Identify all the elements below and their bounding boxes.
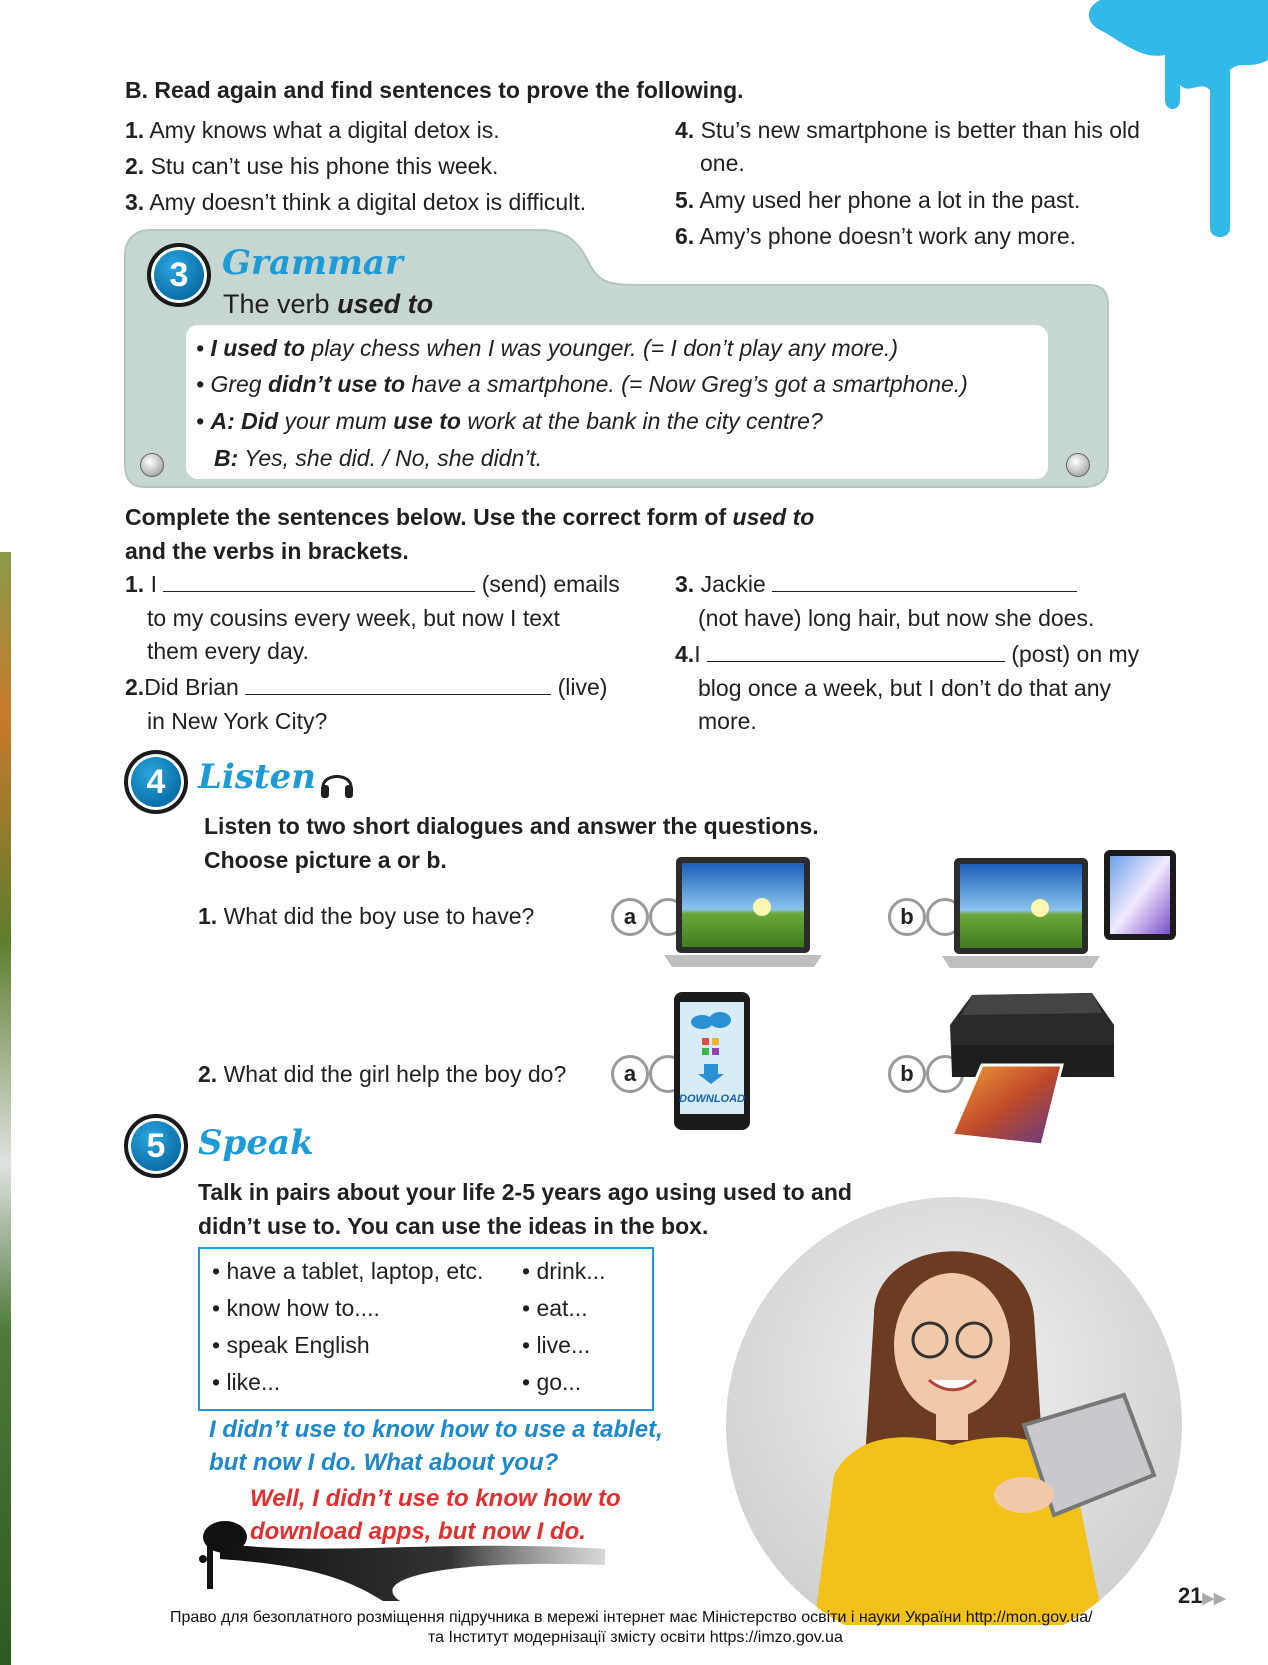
- instruction-text: Complete the sentences below. Use the correct form of: [125, 504, 733, 530]
- item-text: I: [694, 641, 701, 667]
- phone-download-image: [672, 990, 752, 1132]
- example-bold: A: Did: [210, 408, 279, 434]
- idea-item: • speak English: [212, 1332, 370, 1358]
- example-text: play chess when I was younger. (= I don’t play any more.): [305, 335, 898, 361]
- example-bold: I used to: [210, 335, 306, 361]
- listen-title: Listen: [198, 757, 317, 797]
- task-b-item-1: [125, 113, 500, 147]
- page-number-text: 21: [1178, 1583, 1203, 1608]
- section-number-4: 4: [124, 750, 188, 814]
- option-b-label: b: [888, 1055, 926, 1093]
- item-number: 3.: [125, 189, 145, 215]
- woman-with-tablet-photo: [724, 1195, 1184, 1625]
- listen-instructions-2: Choose picture a or b.: [204, 847, 447, 873]
- headphones-icon: [318, 763, 356, 801]
- speak-instructions-2: didn’t use to. You can use the ideas in the box.: [198, 1213, 709, 1239]
- answer-blank[interactable]: [707, 639, 1005, 662]
- item-number: 1.: [198, 903, 218, 929]
- footer-line-2: та Інститут модернізації змісту освіти https://imzo.gov.ua: [428, 1629, 843, 1646]
- screw-icon: [140, 453, 164, 477]
- bullet: •: [196, 371, 211, 397]
- example-text: work at the bank in the city centre?: [460, 408, 823, 434]
- speak-instructions-1: Talk in pairs about your life 2-5 years ago using used to and: [198, 1179, 852, 1205]
- paint-swoosh-decoration: [195, 1515, 615, 1605]
- item-number: 2.: [125, 674, 145, 700]
- complete-instructions-line2: and the verbs in brackets.: [125, 538, 409, 564]
- complete-item-3-line2: (not have) long hair, but now she does.: [698, 605, 1095, 631]
- item-number: 4.: [675, 641, 695, 667]
- complete-item-1: [125, 567, 620, 601]
- item-number: 2.: [125, 153, 145, 179]
- task-b-heading: B. Read again and find sentences to prove the following.: [125, 77, 744, 103]
- section-number-5: 5: [124, 1114, 188, 1178]
- laptop-image: [662, 855, 824, 970]
- option-a-label: a: [611, 1055, 649, 1093]
- option-b-label: b: [888, 898, 926, 936]
- complete-item-2: [125, 670, 607, 704]
- listen-question-2: [198, 1057, 566, 1091]
- speak-title: Speak: [198, 1123, 314, 1163]
- answer-blank[interactable]: [772, 569, 1077, 592]
- item-text: Amy used her phone a lot in the past.: [699, 187, 1081, 213]
- speech-red-line2: download apps, but now I do.: [250, 1518, 586, 1545]
- question-text: What did the boy use to have?: [223, 903, 535, 929]
- complete-item-4-line2: blog once a week, but I don’t do that any: [698, 675, 1112, 701]
- complete-item-4: [675, 637, 1139, 671]
- item-text: Stu can’t use his phone this week.: [150, 153, 499, 179]
- ideas-box: [198, 1247, 654, 1411]
- item-verb: (live): [557, 674, 608, 700]
- question-text: What did the girl help the boy do?: [223, 1061, 567, 1087]
- idea-item: • drink...: [522, 1258, 606, 1284]
- idea-item: • like...: [212, 1369, 281, 1395]
- example-text: your mum: [278, 408, 394, 434]
- item-text: Did Brian: [144, 674, 239, 700]
- item-text: I: [150, 571, 157, 597]
- next-page-icon: ▶▶: [1202, 1590, 1226, 1607]
- answer-blank[interactable]: [163, 569, 475, 592]
- item-number: 1.: [125, 571, 145, 597]
- subtitle-italic: used to: [337, 289, 434, 319]
- example-text: Greg: [210, 371, 268, 397]
- item-text: Jackie: [700, 571, 766, 597]
- item-text: Amy knows what a digital detox is.: [149, 117, 500, 143]
- grammar-title: Grammar: [222, 243, 403, 283]
- item-text: Stu’s new smartphone is better than his old: [700, 117, 1140, 143]
- item-number: 2.: [198, 1061, 218, 1087]
- item-verb: (post) on my: [1011, 641, 1140, 667]
- complete-item-1-line2: to my cousins every week, but now I text: [147, 605, 560, 631]
- grammar-example-1: [196, 331, 898, 365]
- option-a-label: a: [611, 898, 649, 936]
- task-b-item-3: [125, 185, 586, 219]
- idea-item: • know how to....: [212, 1295, 380, 1321]
- complete-item-2-line2: in New York City?: [147, 708, 328, 734]
- subtitle-plain: The verb: [223, 289, 338, 319]
- task-b-item-4: [675, 113, 1140, 147]
- speech-blue-line2: but now I do. What about you?: [209, 1449, 559, 1476]
- complete-instructions-line1: [125, 500, 814, 534]
- task-b-item-2: [125, 149, 498, 183]
- laptop-and-tablet-image: [942, 850, 1178, 972]
- section-number-3: 3: [147, 243, 211, 307]
- grammar-example-4: [214, 441, 542, 475]
- example-bold: use to: [393, 408, 461, 434]
- complete-item-4-line3: more.: [698, 708, 757, 734]
- item-number: 4.: [675, 117, 695, 143]
- idea-item: • go...: [522, 1369, 582, 1395]
- grammar-subtitle: [223, 287, 433, 321]
- item-number: 5.: [675, 187, 695, 213]
- bullet: •: [196, 335, 211, 361]
- instruction-italic: used to: [732, 504, 815, 530]
- example-text: have a smartphone. (= Now Greg’s got a smartphone.): [405, 371, 968, 397]
- example-text: Yes, she did. / No, she didn’t.: [238, 445, 543, 471]
- item-number: 6.: [675, 223, 695, 249]
- bullet: •: [196, 408, 211, 434]
- item-number: 1.: [125, 117, 145, 143]
- page-number: [1178, 1582, 1226, 1613]
- item-text: Amy doesn’t think a digital detox is difficult.: [149, 189, 587, 215]
- printer-image: [942, 985, 1118, 1155]
- listen-instructions-1: Listen to two short dialogues and answer the questions.: [204, 813, 819, 839]
- complete-item-1-line3: them every day.: [147, 638, 309, 664]
- grammar-example-2: [196, 367, 968, 401]
- example-bold: B:: [214, 445, 239, 471]
- grammar-example-3: [196, 404, 823, 438]
- screw-icon: [1066, 453, 1090, 477]
- item-text: Amy’s phone doesn’t work any more.: [699, 223, 1077, 249]
- idea-item: • live...: [522, 1332, 591, 1358]
- speech-red-line1: Well, I didn’t use to know how to: [250, 1485, 621, 1512]
- example-bold: didn’t use to: [267, 371, 406, 397]
- task-b-item-4-cont: one.: [700, 150, 745, 176]
- idea-item: • have a tablet, laptop, etc.: [212, 1258, 484, 1284]
- footer-line-1: Право для безоплатного розміщення підручника в мережі інтернет має Міністерство освіти і науки України http://mon.gov.ua/: [170, 1609, 1093, 1626]
- item-verb: (send) emails: [481, 571, 620, 597]
- listen-question-1: [198, 899, 534, 933]
- speech-blue-line1: I didn’t use to know how to use a tablet,: [209, 1416, 663, 1443]
- item-number: 3.: [675, 571, 695, 597]
- answer-blank[interactable]: [245, 672, 551, 695]
- download-label: DOWNLOAD: [679, 1093, 745, 1105]
- left-photo-strip: [0, 552, 11, 1665]
- task-b-item-5: [675, 183, 1080, 217]
- idea-item: • eat...: [522, 1295, 588, 1321]
- complete-item-3: [675, 567, 1077, 601]
